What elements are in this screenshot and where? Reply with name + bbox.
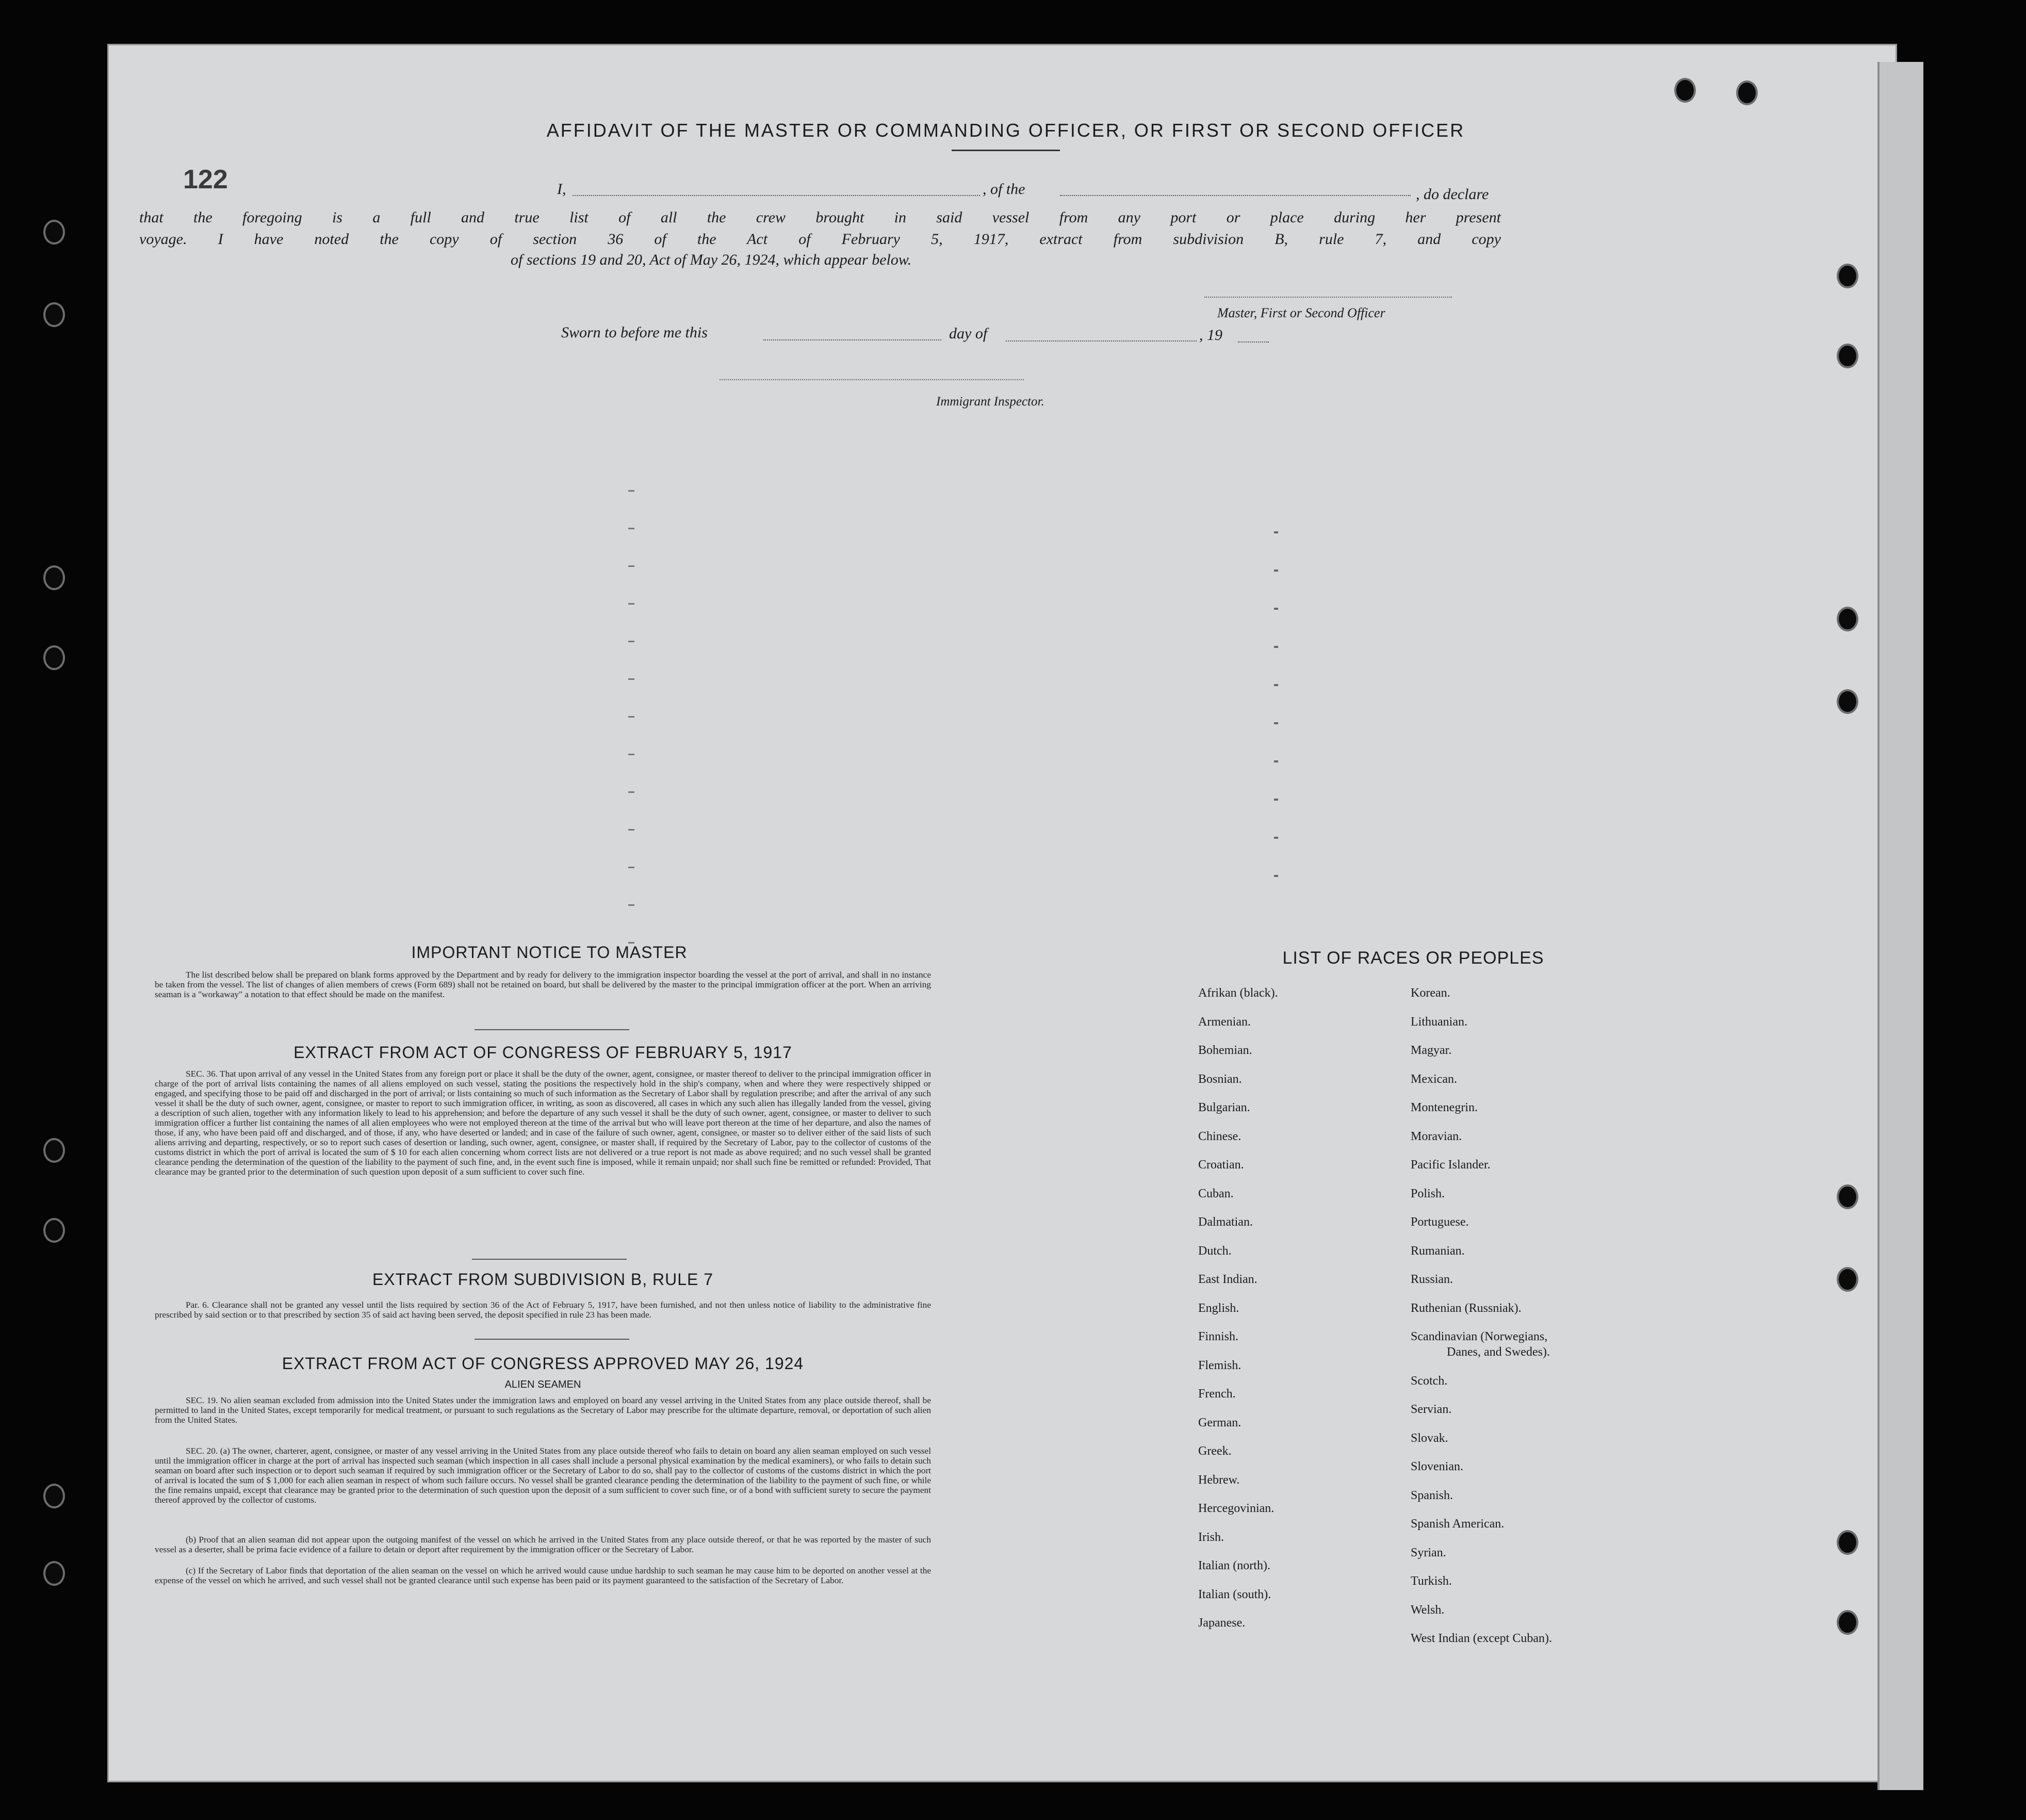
race-item: Chinese. xyxy=(1198,1130,1241,1143)
race-item: Scandinavian (Norwegians, xyxy=(1411,1330,1548,1343)
races-title: LIST OF RACES OR PEOPLES xyxy=(1282,948,1544,968)
binder-hole xyxy=(1676,80,1694,101)
section-rule xyxy=(472,1259,627,1260)
race-item: English. xyxy=(1198,1302,1239,1315)
race-item: Russian. xyxy=(1411,1273,1453,1286)
race-item: Welsh. xyxy=(1411,1603,1445,1617)
race-item: Turkish. xyxy=(1411,1574,1452,1588)
binder-hole xyxy=(45,1563,63,1584)
binder-hole xyxy=(1839,609,1856,629)
affidavit-line-4: of sections 19 and 20, Act of May 26, 1924, which appear below. xyxy=(511,251,912,268)
race-item: Hercegovinian. xyxy=(1198,1502,1275,1515)
race-item: Finnish. xyxy=(1198,1330,1239,1343)
binder-hole xyxy=(45,567,63,588)
binder-hole xyxy=(1839,1612,1856,1633)
race-item: French. xyxy=(1198,1387,1236,1401)
race-item: Magyar. xyxy=(1411,1044,1452,1057)
race-item-continuation: Danes, and Swedes). xyxy=(1447,1345,1550,1359)
sworn-day-blank[interactable] xyxy=(763,339,941,340)
notice-body: The list described below shall be prepared on blank forms approved by the Department and by ready for delivery to the immigration inspector boarding the vessel at the port of arrival, and shall in no instance be taken from the vessel. The list of changes of alien members of crews (Form 689) shall not be retained on board, but shall be delivered by the master to the principal immigration officer at the port. When an arriving seaman is a "workaway" a notation to that effect should be made on the manifest. xyxy=(155,970,931,999)
race-item: Moravian. xyxy=(1411,1130,1462,1143)
signature-line[interactable] xyxy=(1204,297,1452,298)
race-item: East Indian. xyxy=(1198,1273,1257,1286)
vessel-blank[interactable] xyxy=(1060,195,1411,196)
sec-20b-body: (b) Proof that an alien seaman did not appear upon the outgoing manifest of the vessel on which he arrived in the United States from any place outside thereof, or that he was reported by the master of such vessel as a deserter, shall be prima facie evidence of a failure to detain or deport after requirement by the immigration officer or the Secretary of Labor. xyxy=(155,1535,931,1554)
race-item: Croatian. xyxy=(1198,1158,1244,1172)
race-item: Syrian. xyxy=(1411,1546,1446,1559)
binder-hole xyxy=(45,647,63,668)
race-item: Spanish American. xyxy=(1411,1517,1505,1531)
sworn-month-blank[interactable] xyxy=(1006,340,1197,342)
race-item: Italian (south). xyxy=(1198,1588,1271,1601)
section-rule xyxy=(475,1339,629,1340)
year-blank[interactable] xyxy=(1238,342,1269,343)
race-item: Portuguese. xyxy=(1411,1215,1469,1229)
binder-hole xyxy=(45,222,63,242)
race-item: Rumanian. xyxy=(1411,1244,1465,1258)
section-rule xyxy=(475,1029,629,1030)
title-rule xyxy=(952,150,1060,151)
race-item: West Indian (except Cuban). xyxy=(1411,1632,1552,1645)
rule-7-body: Par. 6. Clearance shall not be granted any vessel until the lists required by section 36 of the Act of February 5, 1917, have been furnished, and not then unless notice of liability to the administrative fine prescribed by said section or to that prescribed by section 35 of said act having been served, the deposit specified in rule 23 has been made. xyxy=(155,1300,931,1320)
inspector-label: Immigrant Inspector. xyxy=(936,395,1044,409)
binder-hole xyxy=(1839,691,1856,712)
race-item: Hebrew. xyxy=(1198,1473,1240,1487)
race-item: Greek. xyxy=(1198,1444,1232,1458)
sec-20c-body: (c) If the Secretary of Labor finds that deportation of the alien seaman on the vessel on which he arrived would cause undue hardship to such seaman he may cause him to be deported on another vessel at the expense of the vessel on which he arrived, and such vessel shall not be granted clearance until such expense has been paid or its payment guaranteed to the satisfaction of the Secretary of Labor. xyxy=(155,1566,931,1585)
race-item: Polish. xyxy=(1411,1187,1445,1200)
race-item: Italian (north). xyxy=(1198,1559,1270,1572)
notice-title: IMPORTANT NOTICE TO MASTER xyxy=(411,943,688,962)
affidavit-title: AFFIDAVIT OF THE MASTER OR COMMANDING OFFICER, OR FIRST OR SECOND OFFICER xyxy=(546,120,1465,141)
race-item: Korean. xyxy=(1411,986,1450,1000)
affidavit-declare: , do declare xyxy=(1416,186,1489,203)
race-item: Cuban. xyxy=(1198,1187,1234,1200)
race-item: German. xyxy=(1198,1416,1241,1429)
extract-1924-subtitle: ALIEN SEAMEN xyxy=(504,1379,581,1390)
binder-hole xyxy=(45,304,63,325)
race-item: Irish. xyxy=(1198,1531,1224,1544)
binder-hole xyxy=(1839,1187,1856,1207)
inspector-line[interactable] xyxy=(720,379,1024,380)
race-item: Dalmatian. xyxy=(1198,1215,1253,1229)
binder-hole xyxy=(1839,1269,1856,1290)
binder-hole xyxy=(1839,346,1856,366)
race-item: Mexican. xyxy=(1411,1072,1457,1086)
binder-hole xyxy=(45,1140,63,1161)
extract-1917-title: EXTRACT FROM ACT OF CONGRESS OF FEBRUARY 5, 1917 xyxy=(293,1043,792,1062)
binder-hole xyxy=(1839,266,1856,286)
year-label: , 19 xyxy=(1199,327,1222,344)
sworn-label: Sworn to before me this xyxy=(561,324,708,341)
name-blank[interactable] xyxy=(573,195,980,196)
race-item: Bohemian. xyxy=(1198,1044,1252,1057)
race-item: Slovenian. xyxy=(1411,1460,1463,1473)
race-item: Lithuanian. xyxy=(1411,1015,1467,1029)
day-of-label: day of xyxy=(949,325,988,342)
race-item: Scotch. xyxy=(1411,1374,1448,1388)
binder-hole xyxy=(1738,83,1756,103)
race-item: Slovak. xyxy=(1411,1432,1448,1445)
sec-19-body: SEC. 19. No alien seaman excluded from admission into the United States under the immigration laws and employed on board any vessel arriving in the United States from any place outside thereof, shall be permitted to land in the United States, except temporarily for medical treatment, or pursuant to such regulations as the Secretary of Labor may prescribe for the ultimate departure, removal, or deportation of such alien from the United States. xyxy=(155,1395,931,1425)
binder-hole xyxy=(45,1486,63,1506)
signature-label: Master, First or Second Officer xyxy=(1217,305,1385,320)
race-item: Flemish. xyxy=(1198,1359,1241,1372)
race-item: Ruthenian (Russniak). xyxy=(1411,1302,1522,1315)
race-item: Japanese. xyxy=(1198,1616,1246,1630)
margin-number: 122 xyxy=(183,165,228,194)
extract-1924-title: EXTRACT FROM ACT OF CONGRESS APPROVED MAY 26, 1924 xyxy=(282,1354,804,1373)
bleed-dot-column xyxy=(1274,495,1278,887)
race-item: Spanish. xyxy=(1411,1489,1453,1502)
sec-20a-body: SEC. 20. (a) The owner, charterer, agent, consignee, or master of any vessel arriving in the United States from any place outside thereof who fails to detain on board any alien seaman employed on such vessel until the immigration officer in charge at the port of arrival has inspected such seaman (which inspection in all cases shall include a personal physical examination by the medical examiners), or who fails to detain such seaman on board after such inspection or to deport such seaman if required by such immigration officer or the Secretary of Labor to do so, shall pay to the collector of customs of the customs district in which the port of arrival is located the sum of $ 1,000 for each alien seaman in respect of whom such failure occurs. No vessel shall be granted clearance pending the determination of the liability to the payment of such fine, or while the fine remains unpaid, except that clearance may be granted prior to the determination of such question upon the deposit of a sum sufficient to cover such fine, or of a bond with sufficient surety to secure the payment thereof approved by the collector of customs. xyxy=(155,1446,931,1505)
page-edge-underlay xyxy=(1877,62,1923,1790)
race-item: Bulgarian. xyxy=(1198,1101,1250,1114)
rule-7-title: EXTRACT FROM SUBDIVISION B, RULE 7 xyxy=(372,1270,714,1289)
race-item: Armenian. xyxy=(1198,1015,1251,1029)
affidavit-line-3: voyage. I have noted the copy of section 36 of the Act of February 5, 1917, extract from subdivision B, rule 7, and copy xyxy=(139,231,1501,248)
extract-1917-body: SEC. 36. That upon arrival of any vessel in the United States from any foreign port or place it shall be the duty of the owner, agent, consignee, or master thereof to deliver to the principal immigration officer in charge of the port of arrival lists containing the names of all aliens employed on such vessel, stating the positions the respectively hold in the ship's company, when and where they were respectively shipped or engaged, and specifying those to be paid off and discharged in the port of arrival; or lists containing so much of such information as the Secretary of Labor shall by regulation prescribe; and after the arrival of any such vessel it shall be the duty of such owner, agent, consignee, or master to report to such immigration officer, in writing, as soon as discovered, all cases in which any such alien has illegally landed from the vessel, giving a description of such alien, together with any information likely to lead to his apprehension; and before the departure of any such vessel it shall be the duty of such owner, agent, consignee, or master to deliver to such immigration officer a further list containing the names of all alien employees who were not employed thereon at the time of the arrival but who will leave port thereon at the time of her departure, and also the names of those, if any, who have been paid off and discharged, and of those, if any, who have deserted or landed; and in case of the failure of such owner, agent, consignee, or master so to deliver either of the said lists of such aliens arriving and departing, respectively, or so to report such cases of desertion or landing, such owner, agent, consignee, or master shall, if required by the Secretary of Labor, pay to the collector of customs of the customs district in which the port of arrival is located the sum of $ 10 for each alien concerning whom correct lists are not delivered or a true report is not made as above required; and no such vessel shall be granted clearance pending the determination of the question of the liability to the payment of such fine, and, in the event such fine is imposed, while it remain unpaid; nor shall such fine be remitted or refunded: Provided, That clearance may be granted prior to the determination of such question upon deposit of a sum sufficient to cover such fine. xyxy=(155,1069,931,1177)
race-item: Servian. xyxy=(1411,1403,1452,1416)
race-item: Afrikan (black). xyxy=(1198,986,1278,1000)
document-page xyxy=(107,44,1897,1782)
affidavit-i: I, xyxy=(557,181,566,198)
race-item: Pacific Islander. xyxy=(1411,1158,1491,1172)
race-item: Bosnian. xyxy=(1198,1072,1242,1086)
bleed-dash-column xyxy=(628,454,634,949)
affidavit-of-the: , of the xyxy=(983,181,1025,198)
binder-hole xyxy=(45,1220,63,1241)
race-item: Dutch. xyxy=(1198,1244,1232,1258)
affidavit-line-2: that the foregoing is a full and true list of all the crew brought in said vessel from any port or place during her present xyxy=(139,209,1501,226)
binder-hole xyxy=(1839,1532,1856,1553)
race-item: Montenegrin. xyxy=(1411,1101,1478,1114)
